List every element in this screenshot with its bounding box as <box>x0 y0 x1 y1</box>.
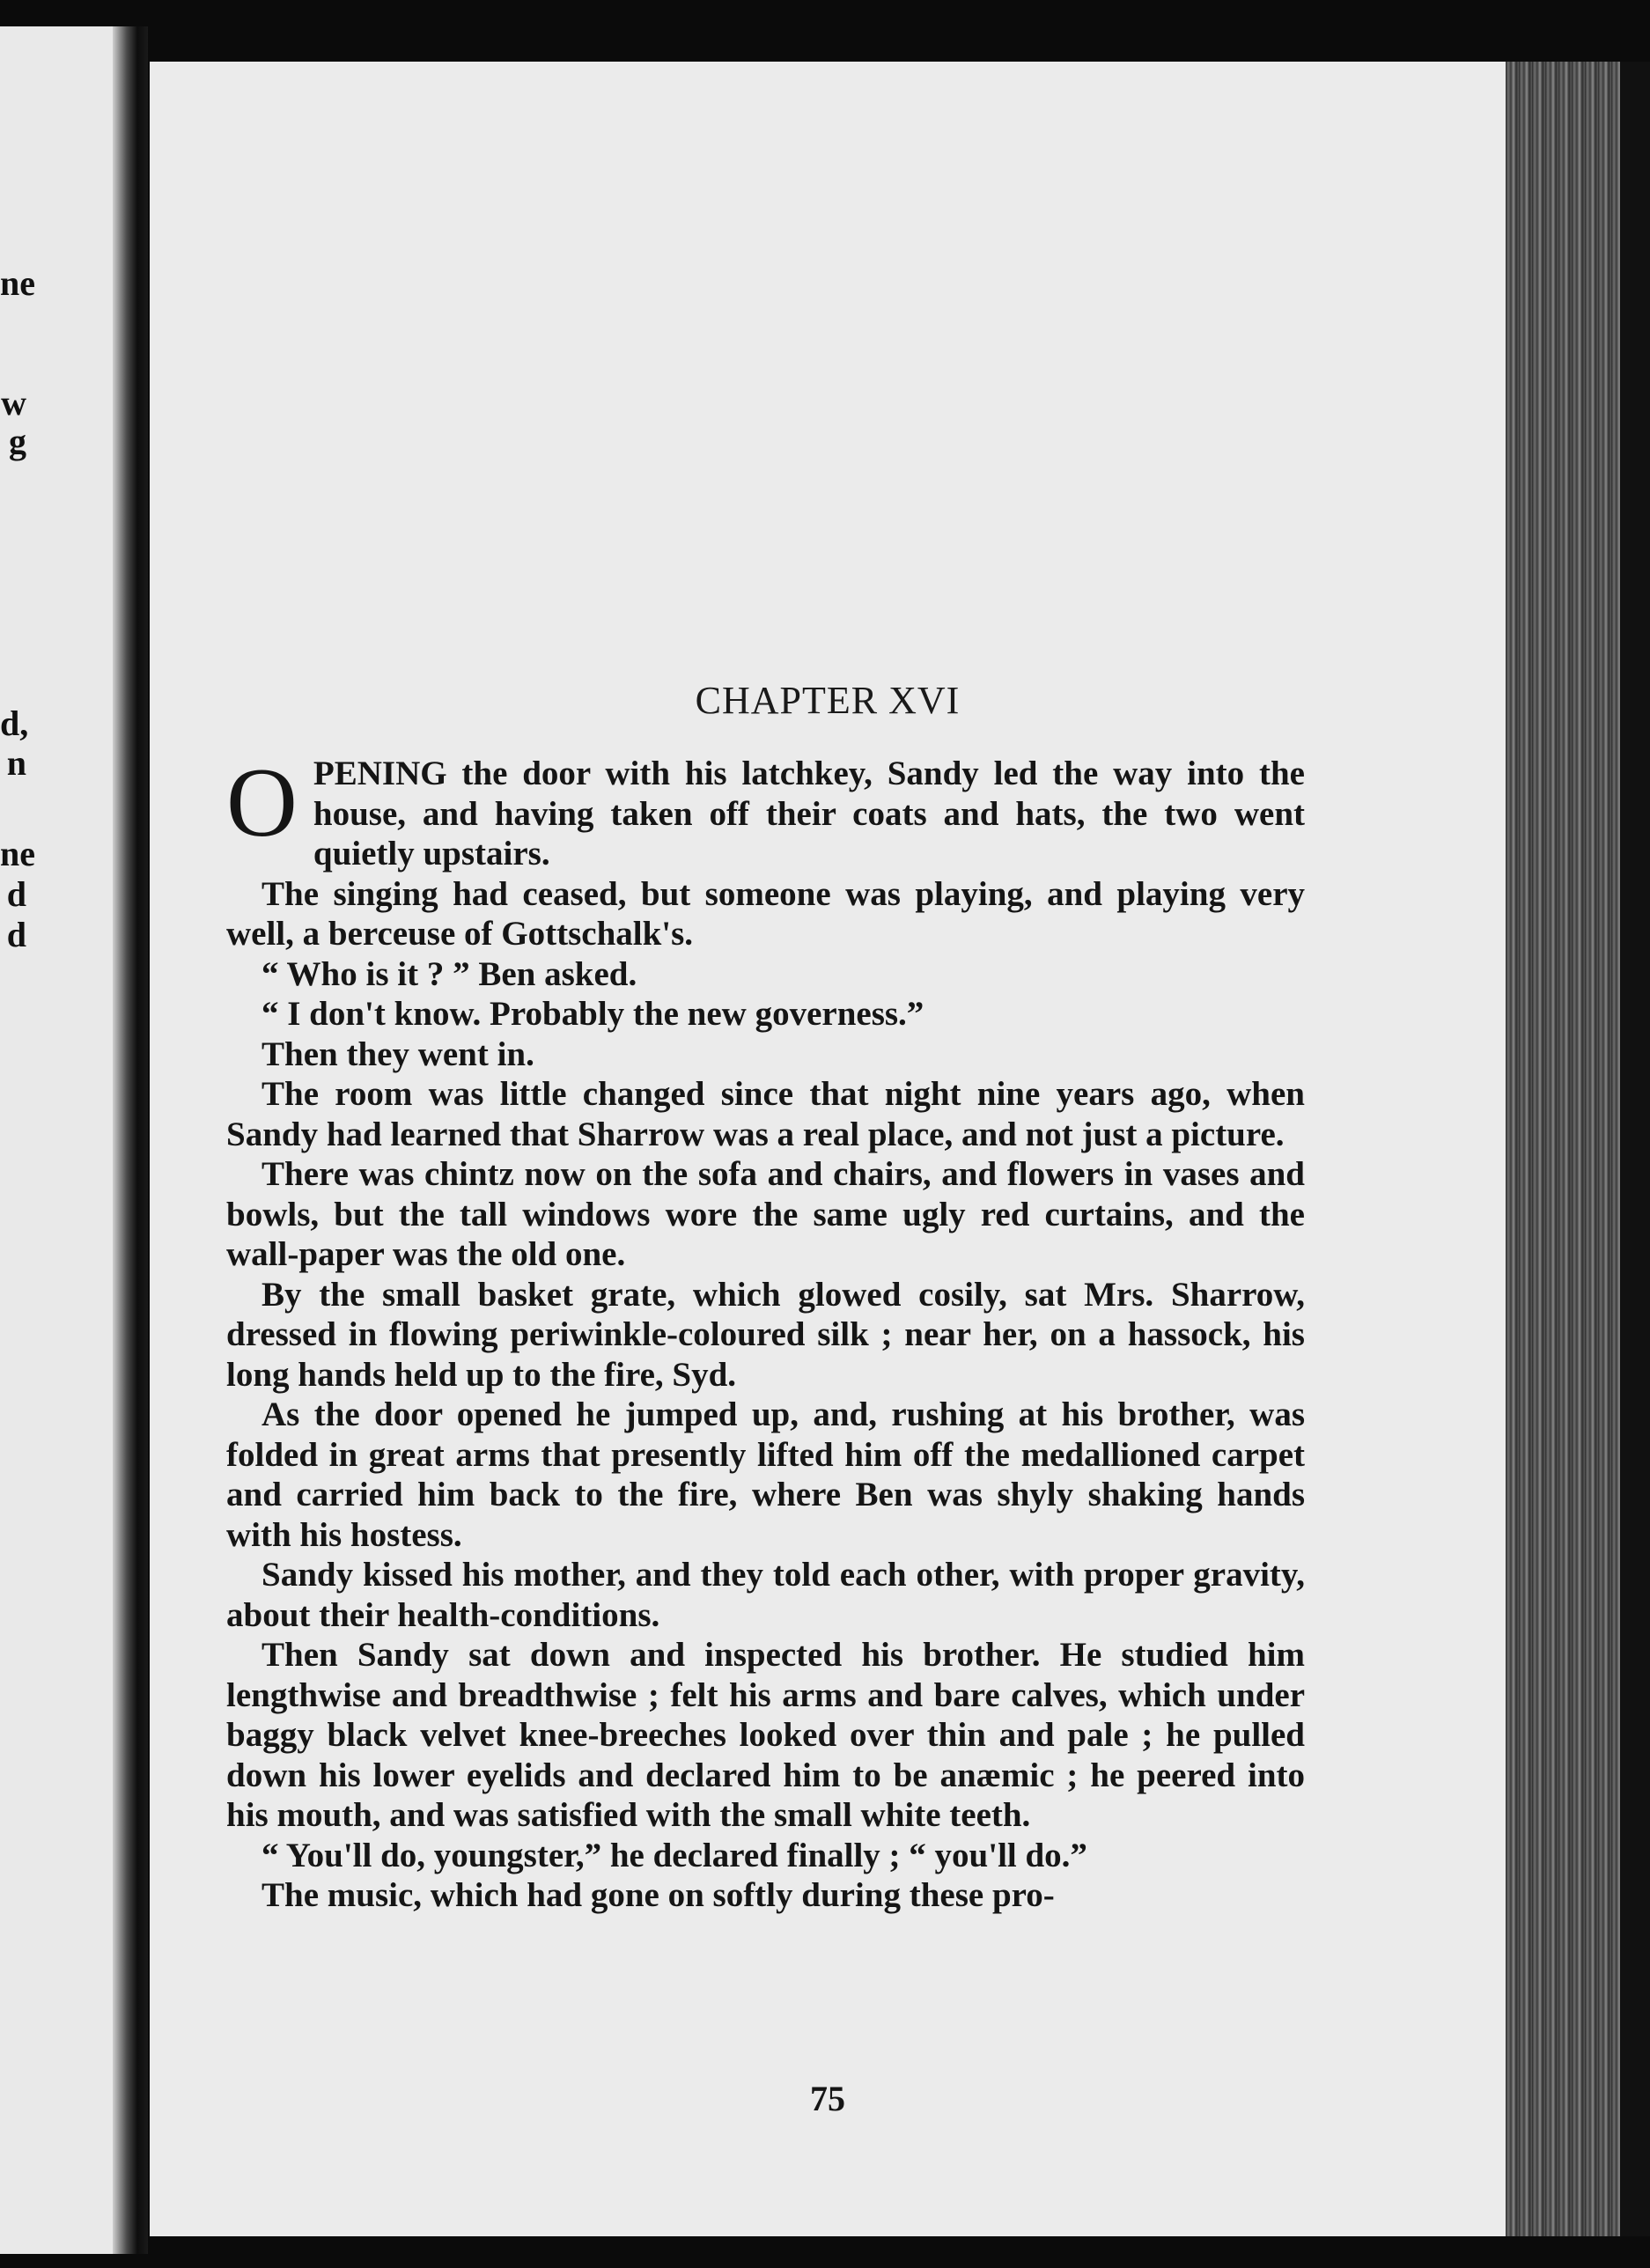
left-page-fragment: d <box>6 915 26 954</box>
left-page-fragment: w <box>1 383 26 423</box>
paragraph: Sandy kissed his mother, and they told each other, with proper gravity, about their health-conditions. <box>226 1556 1305 1634</box>
book-page <box>150 62 1506 2236</box>
left-page-fragment: d, <box>0 703 29 743</box>
paragraph: There was chintz now on the sofa and chairs, and flowers in vases and bowls, but the tall windows wore the same ugly red curtains, and the wall-paper was the old one. <box>226 1155 1305 1273</box>
left-page-fragment: ne <box>0 263 35 303</box>
paragraph: The singing had ceased, but someone was playing, and playing very well, a berceuse of Gottschalk's. <box>226 874 1305 953</box>
left-page-fragment: ne <box>0 834 35 873</box>
paragraph: Then Sandy sat down and inspected his brother. He studied him lengthwise and breadthwise ; felt his arms and bare calves, which under baggy black velvet knee-breeches looked over thin and pale ; he pulled down his lower eyelids and declared him to be anæmic ; he peered into his mouth, and was satisfied with the small white teeth. <box>226 1636 1305 1834</box>
scan-right-border <box>1620 62 1650 2236</box>
paragraph: The room was little changed since that night nine years ago, when Sandy had learned that Sharrow was a real place, and not just a picture. <box>226 1075 1305 1153</box>
left-page-fragment: g <box>9 422 26 461</box>
chapter-title: CHAPTER XVI <box>695 679 961 722</box>
book-gutter <box>113 26 148 2254</box>
previous-page-edge <box>0 26 113 2254</box>
drop-cap: O <box>226 748 298 858</box>
paragraph: Then they went in. <box>261 1035 534 1073</box>
left-page-fragment: n <box>6 743 26 783</box>
page-number: 75 <box>810 2079 845 2118</box>
left-page-fragment: d <box>6 874 26 914</box>
paragraph: As the door opened he jumped up, and, rushing at his brother, was folded in great arms that presently lifted him off the medallioned carpet and carried him back to the fire, where Ben was shyly shaking hands with his hostess. <box>226 1395 1305 1554</box>
paragraph: “ You'll do, youngster,” he declared finally ; “ you'll do.” <box>261 1836 1087 1874</box>
body-text <box>226 748 1305 1916</box>
paragraph: “ I don't know. Probably the new governess.” <box>261 995 924 1033</box>
paragraph: The music, which had gone on softly during these pro- <box>261 1876 1055 1914</box>
book-fore-edge <box>1506 62 1620 2236</box>
paragraph: “ Who is it ? ” Ben asked. <box>261 954 637 993</box>
opening-paragraph-text: PENING the door with his latchkey, Sandy led the way into the house, and having taken off their coats and hats, the two went quietly upstairs. <box>313 755 1305 873</box>
opening-paragraph <box>226 748 1305 874</box>
paragraph: By the small basket grate, which glowed cosily, sat Mrs. Sharrow, dressed in flowing periwinkle-coloured silk ; near her, on a hassock, his long hands held up to the fire, Syd. <box>226 1275 1305 1394</box>
